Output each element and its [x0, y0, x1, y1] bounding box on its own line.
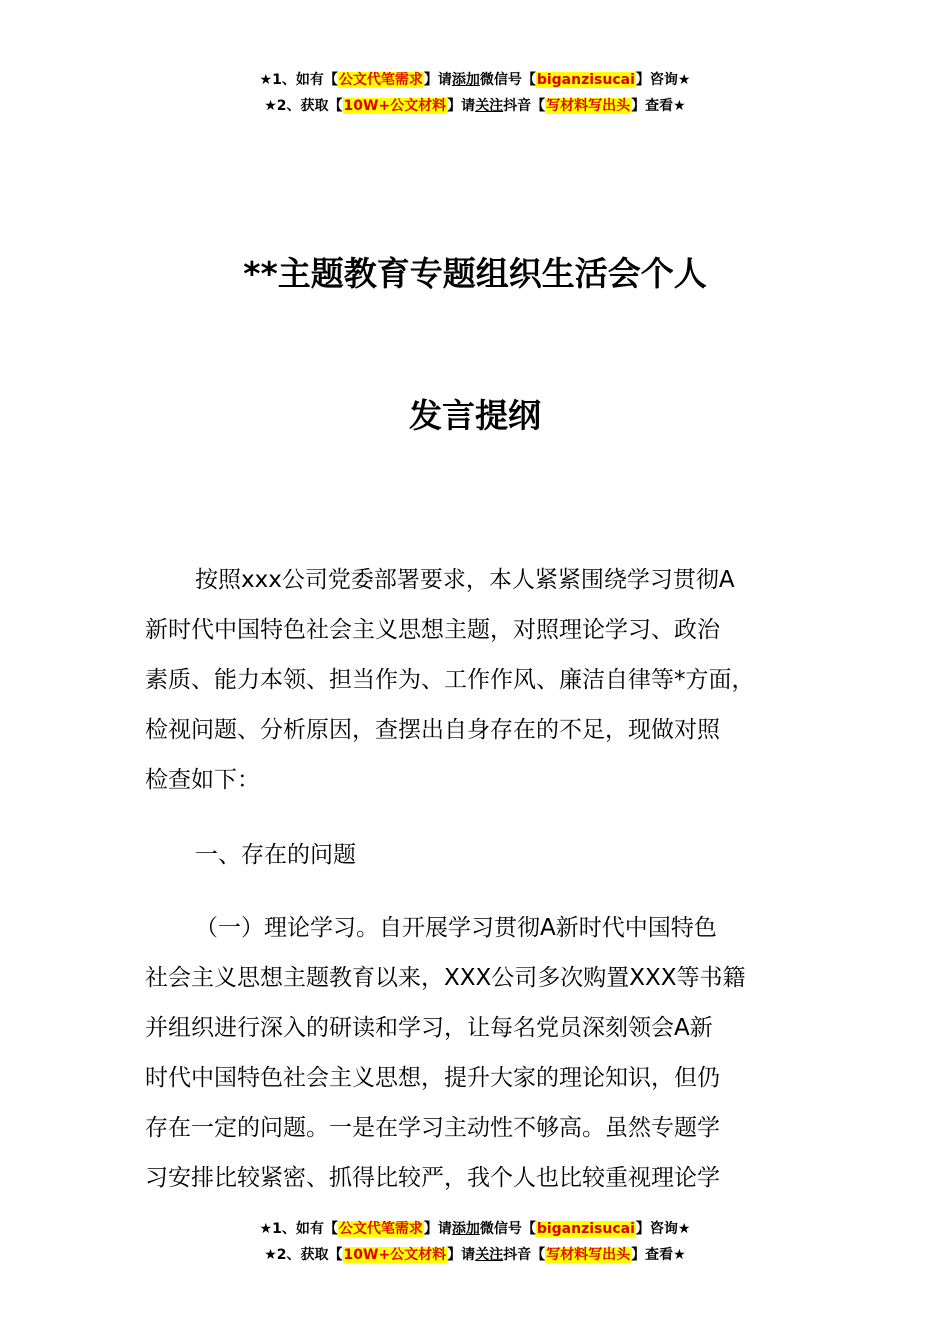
paragraph-line: 存在一定的问题。一是在学习主动性不够高。虽然专题学: [145, 1115, 720, 1141]
banner-text: 抖音【: [503, 98, 546, 114]
section-heading-text: 一、存在的问题: [195, 842, 356, 868]
banner-line-1: [0, 67, 950, 93]
banner-text: ★1、如有【: [259, 72, 338, 88]
intro-paragraph: [145, 555, 825, 805]
banner-underlined-text: 关注: [475, 98, 504, 114]
banner-highlight: 写材料写出头: [546, 1247, 631, 1263]
banner-underlined-text: 关注: [475, 1247, 504, 1263]
banner-text: 】咨询★: [635, 1221, 691, 1237]
footer-banner: [0, 1216, 950, 1268]
banner-highlight: 10W+公文材料: [343, 1247, 447, 1263]
section-heading: [145, 830, 825, 880]
banner-line-2: [0, 1242, 950, 1268]
banner-text: 微信号【: [479, 72, 536, 88]
banner-text: 抖音【: [503, 1247, 546, 1263]
banner-text: 】查看★: [631, 98, 686, 114]
banner-highlight: 公文代笔需求: [338, 72, 423, 88]
document-title-line-1: **主题教育专题组织生活会个人: [243, 254, 707, 293]
banner-text: 】请: [423, 72, 452, 88]
paragraph-line: 素质、能力本领、担当作为、工作作风、廉洁自律等*方面，: [145, 667, 755, 693]
banner-underlined-text: 添加: [451, 1221, 480, 1237]
paragraph-line: 并组织进行深入的研读和学习，让每名党员深刻领会A新: [145, 1015, 713, 1041]
banner-line-1: [0, 1216, 950, 1242]
paragraph-line: 时代中国特色社会主义思想，提升大家的理论知识，但仍: [145, 1065, 720, 1091]
banner-highlight: biganzisucai: [536, 72, 635, 88]
paragraph-line: 社会主义思想主题教育以来，XXX公司多次购置XXX等书籍: [145, 965, 746, 991]
banner-text: 】请: [423, 1221, 452, 1237]
banner-text: 】咨询★: [635, 72, 691, 88]
document-title-line-2: 发言提纲: [409, 396, 541, 435]
banner-text: ★2、获取【: [264, 98, 343, 114]
header-banner: [0, 67, 950, 119]
paragraph-line: （一）理论学习。自开展学习贯彻A新时代中国特色: [195, 915, 717, 941]
paragraph-line: 按照xxx公司党委部署要求，本人紧紧围绕学习贯彻A: [195, 567, 735, 593]
banner-highlight: 10W+公文材料: [343, 98, 447, 114]
paragraph-line: 检查如下：: [145, 767, 260, 793]
subsection-paragraph: [145, 903, 825, 1203]
paragraph-line: 习安排比较紧密、抓得比较严，我个人也比较重视理论学: [145, 1165, 720, 1191]
banner-text: 微信号【: [479, 1221, 536, 1237]
banner-highlight: 写材料写出头: [546, 98, 631, 114]
banner-text: 】请: [447, 98, 476, 114]
banner-text: 】请: [447, 1247, 476, 1263]
banner-text: 】查看★: [631, 1247, 686, 1263]
paragraph-line: 新时代中国特色社会主义思想主题，对照理论学习、政治: [145, 617, 720, 643]
banner-highlight: 公文代笔需求: [338, 1221, 423, 1237]
banner-line-2: [0, 93, 950, 119]
banner-text: ★1、如有【: [259, 1221, 338, 1237]
banner-underlined-text: 添加: [451, 72, 480, 88]
banner-highlight: biganzisucai: [536, 1221, 635, 1237]
banner-text: ★2、获取【: [264, 1247, 343, 1263]
paragraph-line: 检视问题、分析原因，查摆出自身存在的不足，现做对照: [145, 717, 720, 743]
